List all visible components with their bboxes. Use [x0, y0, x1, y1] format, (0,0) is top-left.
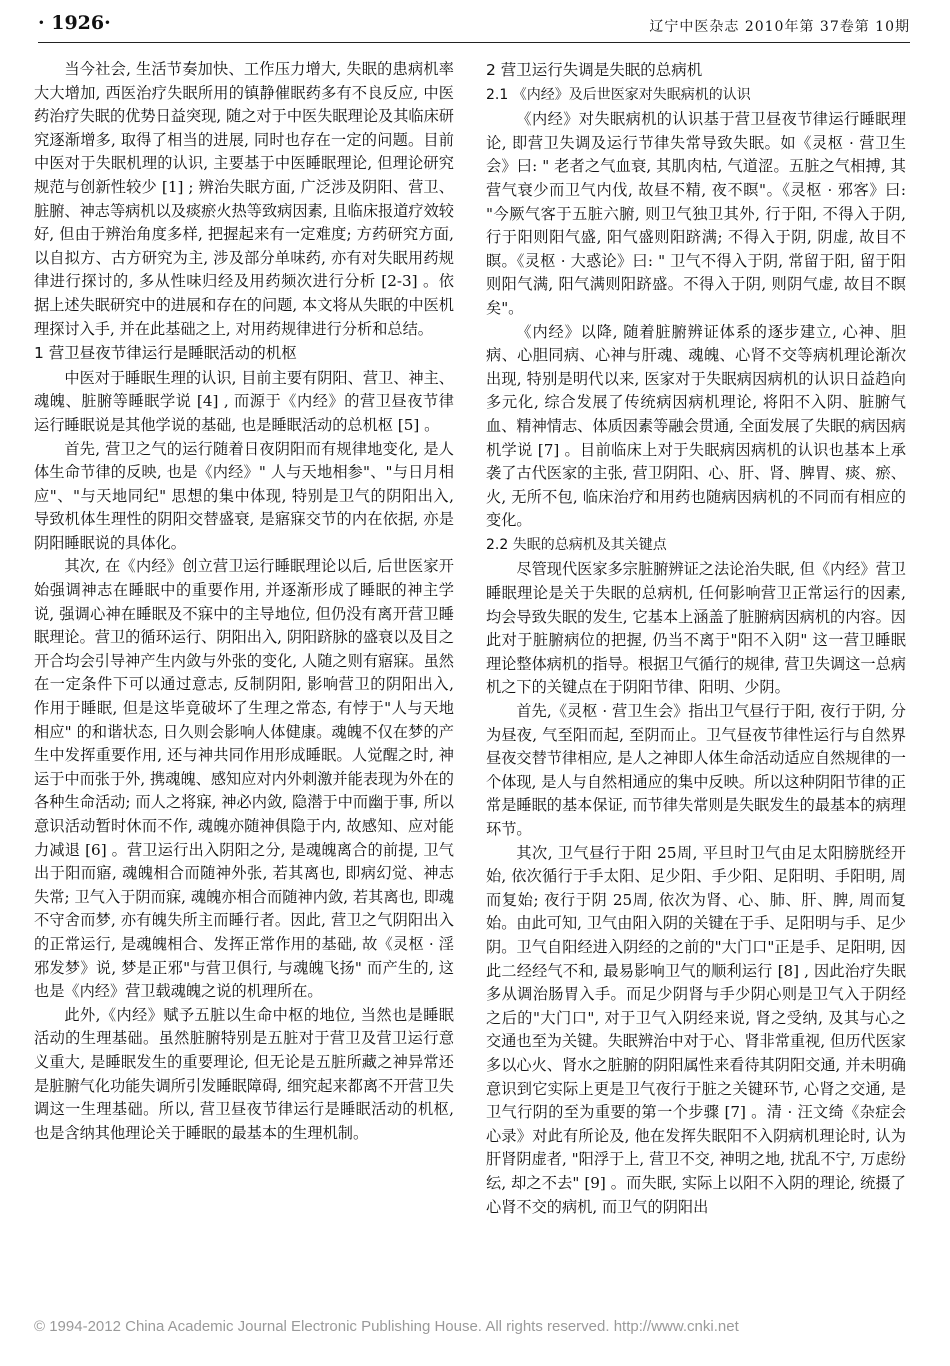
section-heading: 1 营卫昼夜节律运行是睡眠活动的机枢 [34, 344, 297, 363]
copyright-footer: © 1994-2012 China Academic Journal Electronic Publishing House. All rights reserved. http://www.cnki.net [34, 1318, 739, 1335]
paragraph: 首先,《灵枢 · 营卫生会》指出卫气昼行于阳, 夜行于阴, 分为昼夜, 气至阳而起, 至阴而止。卫气昼夜节律性运行与自然界昼夜交替节律相应, 是人之神即人体生命活动适应自然规律的一个体现, 是人与自然相通应的集中反映。所以这种阴阳节律的正常是睡眠的基本保证, 而节律失常则是失眠发生的最基本的病理环节。 [486, 702, 906, 838]
paragraph: 其次, 在《内经》创立营卫运行睡眠理论以后, 后世医家开始强调神志在睡眠中的重要作用, 并逐渐形成了睡眠的神主学说, 强调心神在睡眠及不寐中的主导地位, 但仍没有离开营卫睡眠理论。营卫的循环运行、阴阳出入, 阴阳跻脉的盛衰以及目之开合均会引导神产生内敛与外张的变化, 人随之则有寤寐。虽然在一定条件下可以通过意志, 反制阴阳, 影响营卫的阴阳出入, 作用于睡眠, 但是这毕竟破坏了生理之常态, 有悖于"人与天地相应" 的和谐状态, 日久则会影响人体健康。魂魄不仅在梦的产生中发挥重要作用, 还与神共同作用形成睡眠。人觉醒之时, 神运于中而张于外, 携魂魄、感知应对内外刺激并能表现为外在的各种生命活动; 而人之将寐, 神必内敛, 隐潜于中而幽于事, 所以意识活动暂时休而不作, 魂魄亦随神俱隐于内, 故感知、应对能力减退 [6] 。营卫运行出入阴阳之分, 是魂魄离合的前提, 卫气出于阳而寤, 魂魄相合而随神外张, 若其离也, 即病幻觉、神志失常; 卫气入于阴而寐, 魂魄亦相合而随神内敛, 若其离也, 即魂不守舍而梦, 亦有魄失所主而睡行者。因此, 营卫之气阴阳出入的正常运行, 是魂魄相合、发挥正常作用的基础, 故《灵枢 · 淫邪发梦》说, 梦是正邪"与营卫俱行, 与魂魄飞扬" 而产生的, 这也是《内经》营卫载魂魄之说的机理所在。 [34, 557, 454, 1001]
paragraph: 此外,《内经》赋予五脏以生命中枢的地位, 当然也是睡眠活动的生理基础。虽然脏腑特别是五脏对于营卫及营卫运行意义重大, 是睡眠发生的重要理论, 但无论是五脏所藏之神异常还是脏腑气化功能失调所引发睡眠障碍, 细究起来都离不开营卫失调这一生理基础。所以, 营卫昼夜节律运行是睡眠活动的机枢, 也是含纳其他理论关于睡眠的最基本的生理机制。 [34, 1005, 454, 1142]
paragraph: 中医对于睡眠生理的认识, 目前主要有阴阳、营卫、神主、魂魄、脏腑等睡眠学说 [4] , 而源于《内经》的营卫昼夜节律运行睡眠说是其他学说的基础, 也是睡眠活动的总机枢 [5] 。 [34, 368, 454, 434]
paragraph: 《内经》以降, 随着脏腑辨证体系的逐步建立, 心神、胆病、心胆同病、心神与肝魂、魂魄、心肾不交等病机理论渐次出现, 特别是明代以来, 医家对于失眠病因病机的认识日益趋向多元化, 综合发展了传统病因病机理论, 将阳不入阴、脏腑气血、精神情志、体质因素等融会贯通, 全面发展了失眠的病因病机学说 [7] 。目前临床上对于失眠病因病机的认识也基本上承袭了古代医家的主张, 营卫阴阳、心、肝、肾、脾胃、痰、瘀、火, 无所不包, 临床治疗和用药也随病因病机的不同而有相应的变化。 [486, 322, 906, 530]
section-heading: 2 营卫运行失调是失眠的总病机 [486, 61, 703, 79]
page-number: · 1926· [38, 12, 111, 34]
page-header [38, 12, 910, 38]
left-column [34, 58, 454, 1145]
subsection-heading: 2.2 失眠的总病机及其关键点 [486, 536, 667, 553]
right-column [486, 58, 906, 1219]
paragraph: 首先, 营卫之气的运行随着日夜阴阳而有规律地变化, 是人体生命节律的反映, 也是《内经》" 人与天地相参"、"与日月相应"、"与天地同纪" 思想的集中体现, 特别是卫气的阴阳出入, 导致机体生理性的阴阳交替盛衰, 是寤寐交节的内在依据, 亦是阴阳睡眠说的具体化。 [34, 439, 454, 552]
journal-title: 辽宁中医杂志 2010年第 37卷第 10期 [649, 19, 910, 35]
paragraph: 当今社会, 生活节奏加快、工作压力增大, 失眠的患病机率大大增加, 西医治疗失眠所用的镇静催眠药多有不良反应, 中医药治疗失眠的优势日益突现, 随之对于中医失眠理论及其临床研究逐渐增多, 取得了相当的进展, 同时也存在一定的问题。目前中医对于失眠机理的认识, 主要基于中医睡眠理论, 但理论研究规范与创新性较少 [1] ; 辨治失眠方面, 广泛涉及阴阳、营卫、脏腑、神志等病机以及痰瘀火热等致病因素, 且临床报道疗效较好, 但由于辨治角度多样, 把握起来有一定难度; 方药研究方面, 以自拟方、古方研究为主, 涉及部分单味药, 亦有对失眠用药规律进行探讨的, 多从性味归经及用药频次进行分析 [2-3] 。依据上述失眠研究中的进展和存在的问题, 本文将从失眠的中医机理探讨入手, 并在此基础之上, 对用药规律进行分析和总结。 [34, 60, 454, 338]
subsection-heading: 2.1 《内经》及后世医家对失眠病机的认识 [486, 86, 751, 103]
paragraph: 尽管现代医家多宗脏腑辨证之法论治失眠, 但《内经》营卫睡眠理论是关于失眠的总病机, 任何影响营卫正常运行的因素, 均会导致失眠的发生, 它基本上涵盖了脏腑病因病机的内容。因此对于脏腑病位的把握, 仍当不离于"阳不入阴" 这一营卫睡眠理论整体病机的指导。根据卫气循行的规律, 营卫失调这一总病机之下的关键点在于阴阳节律、阳明、少阴。 [486, 560, 906, 697]
paragraph: 其次, 卫气昼行于阳 25周, 平旦时卫气由足太阳膀胱经开始, 依次循行于手太阳、足少阳、手少阳、足阳明、手阳明, 周而复始; 夜行于阴 25周, 依次为肾、心、肺、肝、脾, 周而复始。由此可知, 卫气由阳入阴的关键在于手、足阳明与手、足少阴。卫气自阳经进入阴经的之前的"大门口"正是手、足阳明, 因此二经经气不和, 最易影响卫气的顺利运行 [8] , 因此治疗失眠多从调治肠胃入手。而足少阴肾与手少阴心则是卫气入于阴经之后的"大门口", 对于卫气入阴经来说, 肾之受纳, 及其与心之交通也至为关键。失眠辨治中对于心、肾非常重视, 但历代医家多以心火、肾水之脏腑的阴阳属性来看待其阴阳交通, 并未明确意识到它实际上更是卫气夜行于脏之关键环节, 心肾之交通, 是卫气行阴的至为重要的第一个步骤 [7] 。清 · 汪文绮《杂症会心录》对此有所论及, 他在发挥失眠阳不入阴病机理论时, 认为肝肾阴虚者, "阳浮于上, 营卫不交, 神明之地, 扰乱不宁, 万虑纷纭, 却之不去" [9] 。而失眠, 实际上以阳不入阴的理论, 统摄了心肾不交的病机, 而卫气的阴阳出 [486, 843, 906, 1216]
header-rule [38, 42, 910, 43]
paragraph: 《内经》对失眠病机的认识基于营卫昼夜节律运行睡眠理论, 即营卫失调及运行节律失常导致失眠。如《灵枢 · 营卫生会》曰: " 老者之气血衰, 其肌肉枯, 气道涩。五脏之气相搏, 其营气衰少而卫气内伐, 故昼不精, 夜不瞑"。《灵枢 · 邪客》曰: "今厥气客于五脏六腑, 则卫气独卫其外, 行于阳, 不得入于阴, 行于阳则阳气盛, 阳气盛则阳跻满; 不得入于阴, 阴虚, 故目不瞑。《灵枢 · 大惑论》曰: " 卫气不得入于阴, 常留于阳, 留于阳则阳气满, 阳气满则阳跻盛。不得入于阴, 则阴气虚, 故目不瞑矣"。 [486, 110, 906, 317]
